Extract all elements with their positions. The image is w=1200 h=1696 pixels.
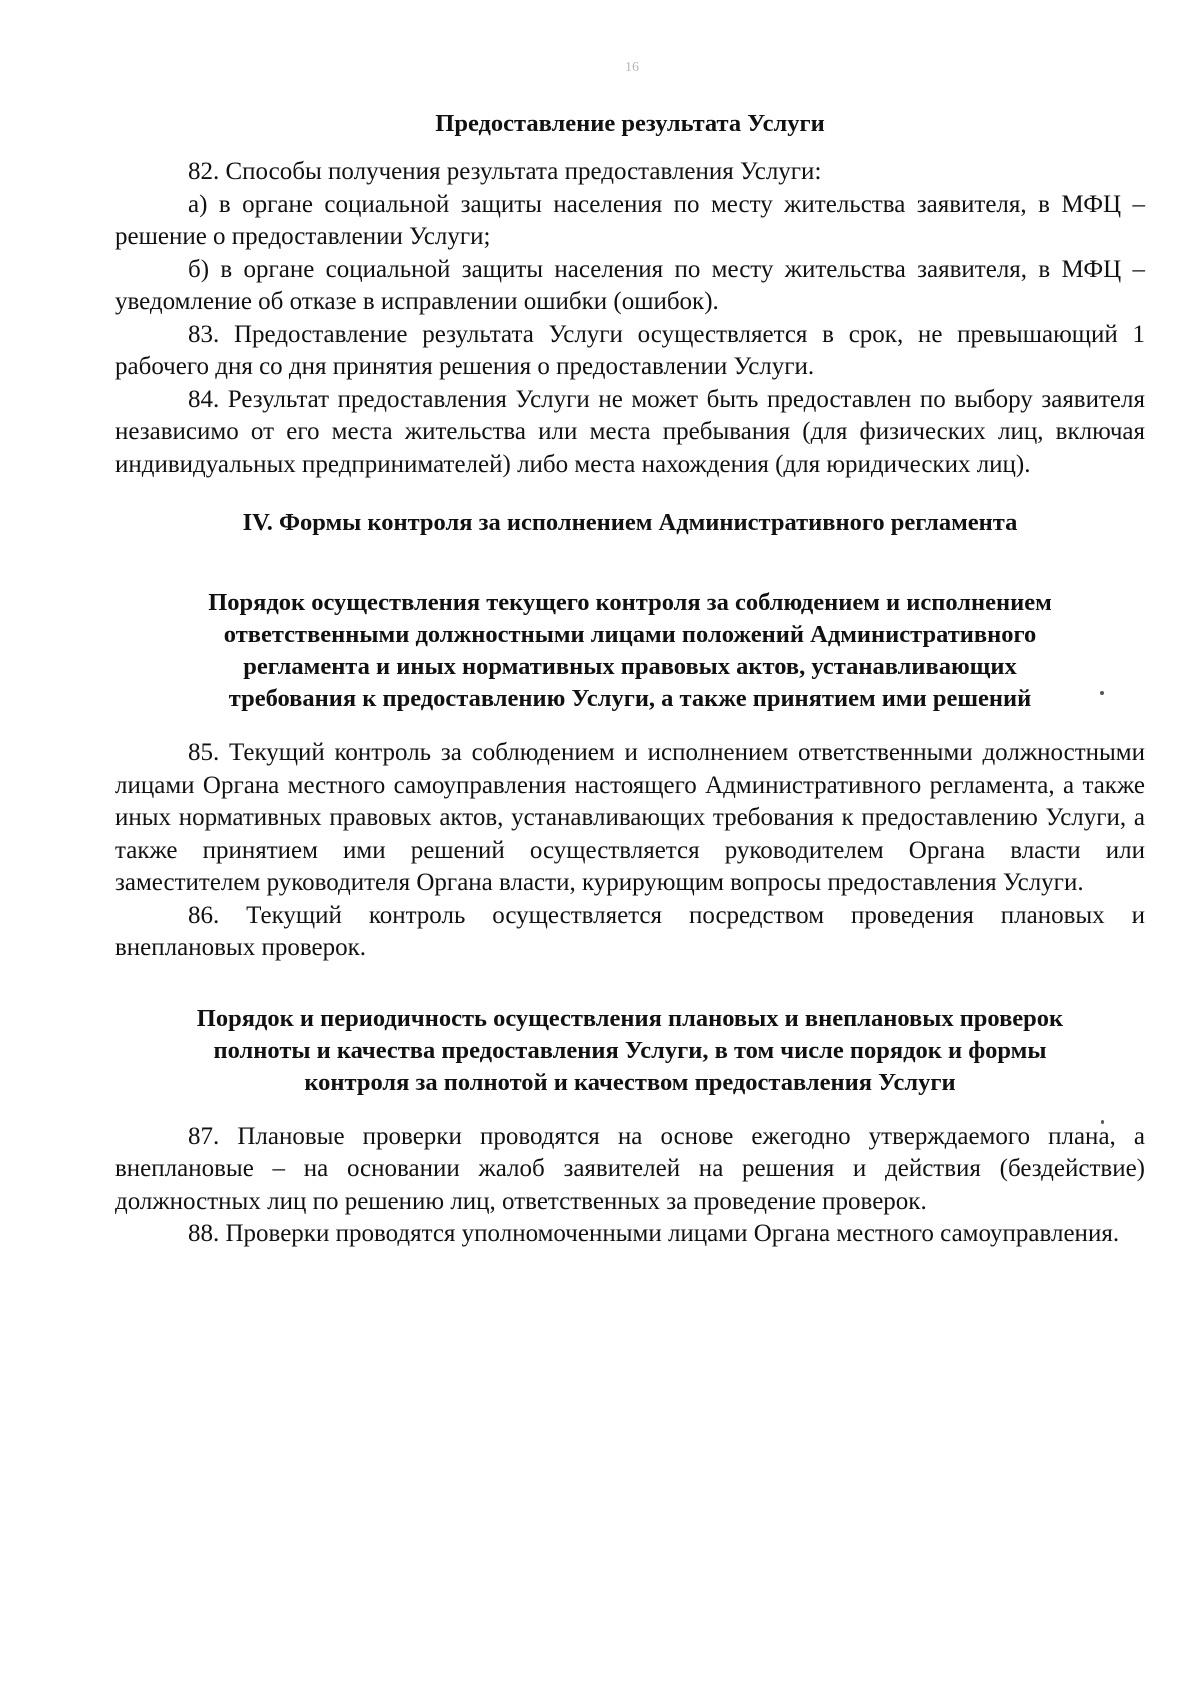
section-heading-result: Предоставление результата Услуги (435, 110, 825, 137)
heading-line: ответственными должностными лицами положений Административного (223, 621, 1037, 648)
heading-line: требования к предоставлению Услуги, а также принятием ими решений (228, 685, 1032, 712)
heading-line: регламента и иных нормативных правовых актов, устанавливающих (243, 653, 1017, 680)
page-number: 16 (625, 60, 639, 75)
paragraph-84: 84. Результат предоставления Услуги не может быть предоставлен по выбору заявителя независимо от его места жительства или места пребывания (для физических лиц, включая индивидуальных предпринимателей) либо места нахождения (для юридических лиц). (115, 385, 1145, 478)
paragraph-83: 83. Предоставление результата Услуги осуществляется в срок, не превышающий 1 рабочего дня со дня принятия решения о предоставлении Услуги. (115, 320, 1145, 380)
paragraph-82: 82. Способы получения результата предоставления Услуги: (188, 158, 822, 185)
paragraph-86: 86. Текущий контроль осуществляется посредством проведения плановых и внеплановых проверок. (115, 901, 1145, 961)
heading-line: полноты и качества предоставления Услуги, в том числе порядок и формы (213, 1036, 1047, 1064)
section-heading-current-control (115, 587, 1145, 715)
paragraph-85: 85. Текущий контроль за соблюдением и исполнением ответственными должностными лицами Органа местного самоуправления настоящего Административного регламента, а также иных нормативных правовых актов, устанавливающих требования к предоставлению Услуги, а также принятием ими решений осуществляется руководителем Органа власти или заместителем руководителя Органа власти, курирующим вопросы предоставления Услуги. (115, 739, 1145, 896)
document-body (115, 108, 1145, 1251)
paragraph-87: 87. Плановые проверки проводятся на основе ежегодно утверждаемого плана, а внеплановые – на основании жалоб заявителей на решения и действия (бездействие) должностных лиц по решению лиц, ответственных за проведение проверок. (115, 1122, 1145, 1215)
heading-line: Порядок осуществления текущего контроля за соблюдением и исполнением (208, 589, 1052, 616)
paragraph-88: 88. Проверки проводятся уполномоченными лицами Органа местного самоуправления. (188, 1220, 1120, 1247)
heading-line: Порядок и периодичность осуществления плановых и внеплановых проверок (196, 1004, 1064, 1032)
heading-line: контроля за полнотой и качеством предоставления Услуги (304, 1068, 956, 1096)
paragraph-82-a: а) в органе социальной защиты населения по месту жительства заявителя, в МФЦ – решение о предоставлении Услуги; (115, 190, 1145, 250)
section-heading-inspections (115, 1003, 1145, 1099)
chapter-heading-control: IV. Формы контроля за исполнением Административного регламента (242, 509, 1018, 536)
paragraph-82-b: б) в органе социальной защиты населения по месту жительства заявителя, в МФЦ – уведомление об отказе в исправлении ошибки (ошибок). (115, 255, 1145, 315)
